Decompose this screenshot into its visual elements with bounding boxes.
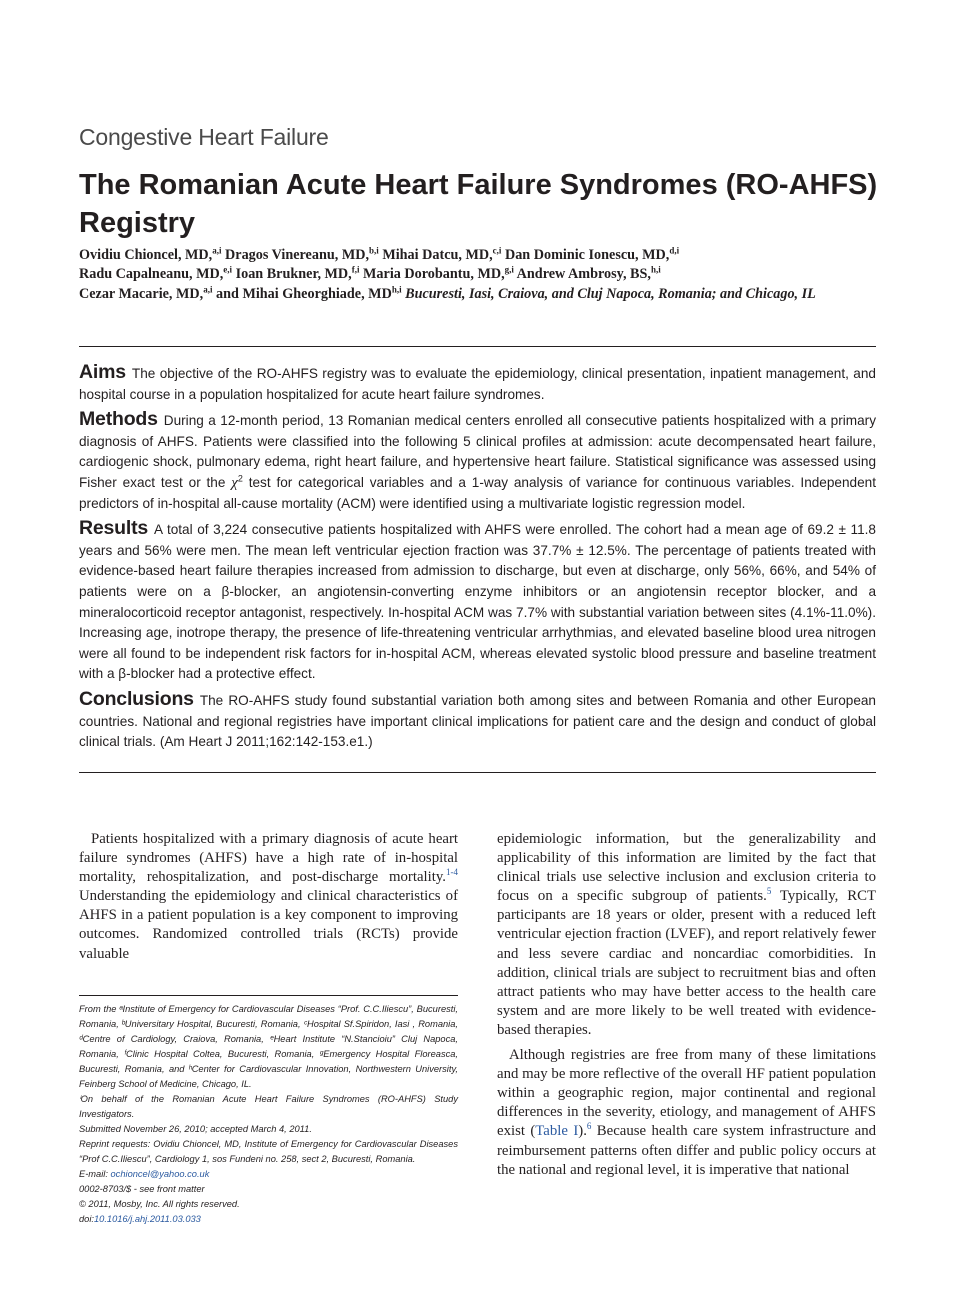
- section-label: Congestive Heart Failure: [79, 124, 329, 150]
- author-name: Dragos Vinereanu, MD,: [225, 247, 370, 263]
- body-text: Patients hospitalized with a primary diagnosis of acute heart failure syndromes (AHFS) have a high rate of in-hospital mortality, rehospitalization, and post-discharge mortality.: [79, 831, 458, 886]
- author-name: Ovidiu Chioncel, MD,: [79, 247, 213, 263]
- affiliation-marker: g,i: [504, 264, 514, 275]
- author-name: Andrew Ambrosy, BS,: [516, 266, 651, 283]
- email-label: E-mail:: [79, 1169, 111, 1179]
- chi-symbol: χ: [231, 474, 238, 491]
- body-text: Although registries are free from many of these limitations and may be more reflective of the overall HF patient population within a geographic region, major continental and regional differences in the severity, etiology, and management of AHFS exist (: [497, 1047, 876, 1140]
- body-column-right: [497, 830, 876, 1180]
- body-paragraph: [497, 1046, 876, 1180]
- body-paragraph: [497, 830, 876, 1040]
- conclusions-heading: Conclusions: [79, 687, 194, 710]
- author-name: Maria Dorobantu, MD,: [363, 266, 505, 283]
- body-text: Understanding the epidemiology and clinical characteristics of AHFS in a patient population is a key component to improving outcomes. Randomized controlled trials (RCTs) provide valuable: [79, 888, 458, 962]
- affiliation-marker: e,i: [223, 264, 233, 275]
- abstract-aims: [79, 362, 876, 405]
- methods-text: During a 12-month period, 13 Romanian medical centers enrolled all consecutive patients hospitalized with a primary diagnosis of AHFS. Patients were classified into the following 5 clinical profiles at admission: acute decompensated heart failure, cardiogenic shock, pulmonary edema, right heart failure, and hypertensive heart failure. Statistical significance was assessed using Fisher exact test or the: [79, 413, 876, 490]
- author-name: Ioan Brukner, MD,: [235, 266, 352, 283]
- aims-text: The objective of the RO-AHFS registry was to evaluate the epidemiology, clinical presentation, inpatient management, and hospital course in a population hospitalized for acute heart failure syndromes.: [79, 366, 876, 402]
- footnote-rule: [79, 995, 458, 996]
- reference-link[interactable]: 6: [586, 1121, 592, 1132]
- author-name: Cezar Macarie, MD,: [79, 285, 204, 302]
- body-text: epidemiologic information, but the generalizability and applicability of this information are limited by the fact that clinical trials use selective inclusion and exclusion criteria to focus on a specific subgroup of patients.: [497, 831, 876, 905]
- author-name: and Mihai Gheorghiade, MD: [216, 285, 392, 302]
- author-name: Radu Capalneanu, MD,: [79, 266, 224, 283]
- aims-heading: Aims: [79, 361, 126, 383]
- doi-line: [79, 1212, 458, 1227]
- results-text: A total of 3,224 consecutive patients hospitalized with AHFS were enrolled. The cohort had a mean age of 69.2 ± 11.8 years and 56% were men. The mean left ventricular ejection fraction was 37.7% ± 12.5%. The percentage of patients treated with evidence-based heart failure therapies increased from admission to discharge, but even at discharge, only 56%, 66%, and 54% of patients were on a β-blocker, an angiotensin-converting enzyme inhibitors or an angiotensin receptor blocker, and a mineralocorticoid receptor antagonist, respectively. In-hospital ACM was 7.7% with substantial variation between sites (4.1%-11.0%). Increasing age, inotrope therapy, the presence of life-threatening ventricular arrhythmias, and elevated baseline blood urea nitrogen were all found to be independent risk factors for in-hospital ACM, whereas elevated systolic blood pressure and baseline treatment with a β-blocker had a protective effect.: [79, 522, 876, 682]
- results-heading: Results: [79, 517, 149, 540]
- body-paragraph: [79, 830, 458, 964]
- on-behalf-footnote: ⁱOn behalf of the Romanian Acute Heart Failure Syndromes (RO-AHFS) Study Investigators.: [79, 1094, 458, 1119]
- affiliation-marker: b,i: [369, 245, 379, 256]
- affiliations-footnote: From the ᵃInstitute of Emergency for Cardiovascular Diseases “Prof. C.C.Iliescu”, Bucuresti, Romania, ᵇUniversitary Hospital, Bucuresti, Romania, ᶜHospital Sf.Spiridon, Iasi , Romania, ᵈCentre of Cardiology, Craiova, Romania, ᵉHeart Institute “N.Stancioiu” Cluj Napoca, Romania, ᶠClinic Hospital Coltea, Bucuresti, Romania, ᵍEmergency Hospital Floreasca, Bucuresti, Romania, and ʰCenter for Cardiovascular Innovation, Northwestern University, Feinberg School of Medicine, Chicago, IL.: [79, 1004, 458, 1089]
- table-link[interactable]: Table I: [535, 1123, 579, 1140]
- author-locations: Bucuresti, Iasi, Craiova, and Cluj Napoca, Romania; and Chicago, IL: [405, 285, 816, 302]
- author-list: [79, 246, 879, 304]
- submission-dates: Submitted November 26, 2010; accepted March 4, 2011.: [79, 1124, 312, 1134]
- affiliation-marker: h,i: [391, 283, 402, 294]
- email-link[interactable]: ochioncel@yahoo.co.uk: [110, 1169, 210, 1179]
- email-line: [79, 1167, 458, 1182]
- reference-link[interactable]: 1-4: [446, 867, 458, 878]
- methods-text-cont: test for categorical variables and a 1-way analysis of variance for continuous variables. Independent predictors of in-hospital all-cause mortality (ACM) were identified using a multivariate logistic regression model.: [79, 474, 877, 511]
- methods-heading: Methods: [79, 408, 158, 431]
- affiliation-marker: c,i: [492, 245, 502, 256]
- author-name: Mihai Datcu, MD,: [382, 247, 493, 263]
- body-text: Because health care system infrastructure and reimbursement patterns often differ and public policy occurs at the national and regional level, it is imperative that national: [497, 1123, 877, 1178]
- abstract-methods: [79, 409, 876, 514]
- reference-link[interactable]: 5: [766, 886, 772, 897]
- chi-exponent: 2: [237, 473, 243, 484]
- body-text: ).: [578, 1123, 587, 1140]
- affiliation-marker: a,i: [203, 283, 213, 294]
- body-text: Typically, RCT participants are 18 years or older, present with a reduced left ventricular ejection fraction (LVEF), and report relatively fewer and less severe cardiac and noncardiac comorbidities. In addition, clinical trials are subject to recruitment bias and often attract patients who may have better access to the health care system and are more likely to be well treated with evidence-based therapies.: [497, 888, 876, 1038]
- affiliation-marker: a,i: [212, 245, 222, 256]
- abstract-conclusions: [79, 689, 876, 753]
- affiliation-marker: h,i: [650, 264, 661, 275]
- author-name: Dan Dominic Ionescu, MD,: [504, 247, 670, 263]
- affiliation-marker: f,i: [351, 264, 360, 275]
- affiliation-marker: d,i: [669, 245, 680, 256]
- body-column-left: [79, 830, 458, 964]
- copyright-line: © 2011, Mosby, Inc. All rights reserved.: [79, 1199, 240, 1209]
- issn-line: 0002-8703/$ - see front matter: [79, 1184, 205, 1194]
- abstract-bottom-rule: [79, 772, 876, 773]
- article-title: The Romanian Acute Heart Failure Syndromes (RO-AHFS) Registry: [79, 169, 878, 239]
- abstract-top-rule: [79, 346, 876, 347]
- abstract: [79, 362, 876, 757]
- conclusions-text: The RO-AHFS study found substantial variation both among sites and between Romania and other European countries. National and regional registries have important clinical implications for patient care and the design and conduct of global clinical trials. (Am Heart J 2011;162:142-153.e1.): [79, 692, 876, 750]
- doi-label: doi:: [79, 1214, 94, 1224]
- reprint-requests: Reprint requests: Ovidiu Chioncel, MD, Institute of Emergency for Cardiovascular Diseases “Prof C.C.Iliescu”, Cardiology 1, sos Fundeni no. 258, sect 2, Bucuresti, Romania.: [79, 1139, 458, 1164]
- abstract-results: [79, 518, 876, 685]
- doi-link[interactable]: 10.1016/j.ahj.2011.03.033: [94, 1214, 201, 1224]
- footnotes: [79, 1002, 458, 1227]
